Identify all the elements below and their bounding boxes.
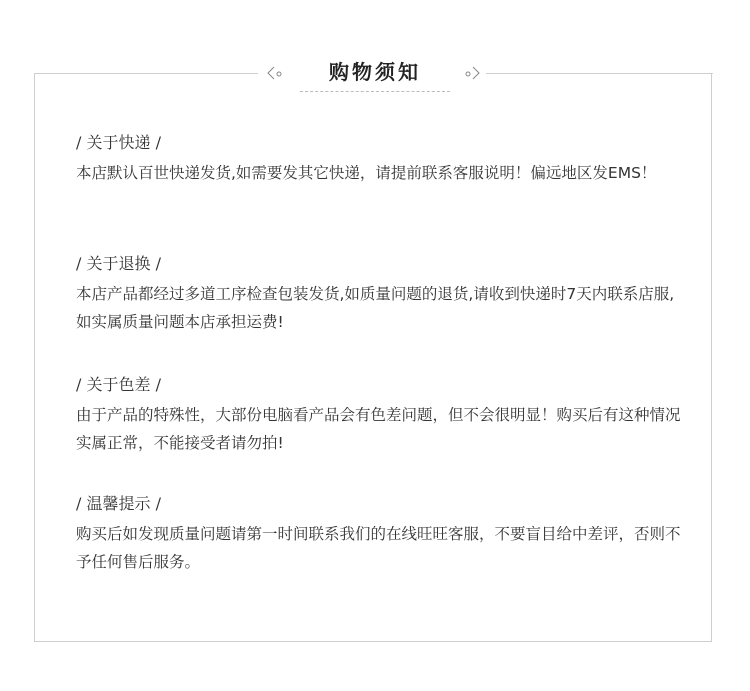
section-body: 本店产品都经过多道工序检查包装发货,如质量问题的退货,请收到快递时7天内联系店服,如实属质量问题本店承担运费!: [76, 285, 675, 331]
section-body: 购买后如发现质量问题请第一时间联系我们的在线旺旺客服，不要盲目给中差评，否则不予任何售后服务。: [76, 525, 681, 571]
title-dashed-underline: [300, 91, 450, 92]
frame-top-line-right: [486, 73, 713, 74]
section-shipping: [76, 131, 686, 187]
page-title: 购物须知: [329, 60, 421, 84]
section-heading: / 温馨提示 /: [76, 494, 161, 513]
section-color-difference: [76, 373, 686, 457]
left-chevron-ornament-icon: [265, 64, 285, 82]
frame-top-line-left: [34, 73, 258, 74]
section-heading: / 关于快递 /: [76, 133, 161, 152]
right-chevron-ornament-icon: [462, 64, 482, 82]
section-returns: [76, 252, 686, 336]
section-tips: [76, 492, 686, 576]
section-body: 由于产品的特殊性，大部份电脑看产品会有色差问题，但不会很明显！购买后有这种情况实属正常，不能接受者请勿拍!: [76, 406, 681, 452]
section-body: 本店默认百世快递发货,如需要发其它快递，请提前联系客服说明！偏远地区发EMS！: [76, 164, 657, 182]
section-heading: / 关于退换 /: [76, 254, 161, 273]
section-heading: / 关于色差 /: [76, 375, 161, 394]
